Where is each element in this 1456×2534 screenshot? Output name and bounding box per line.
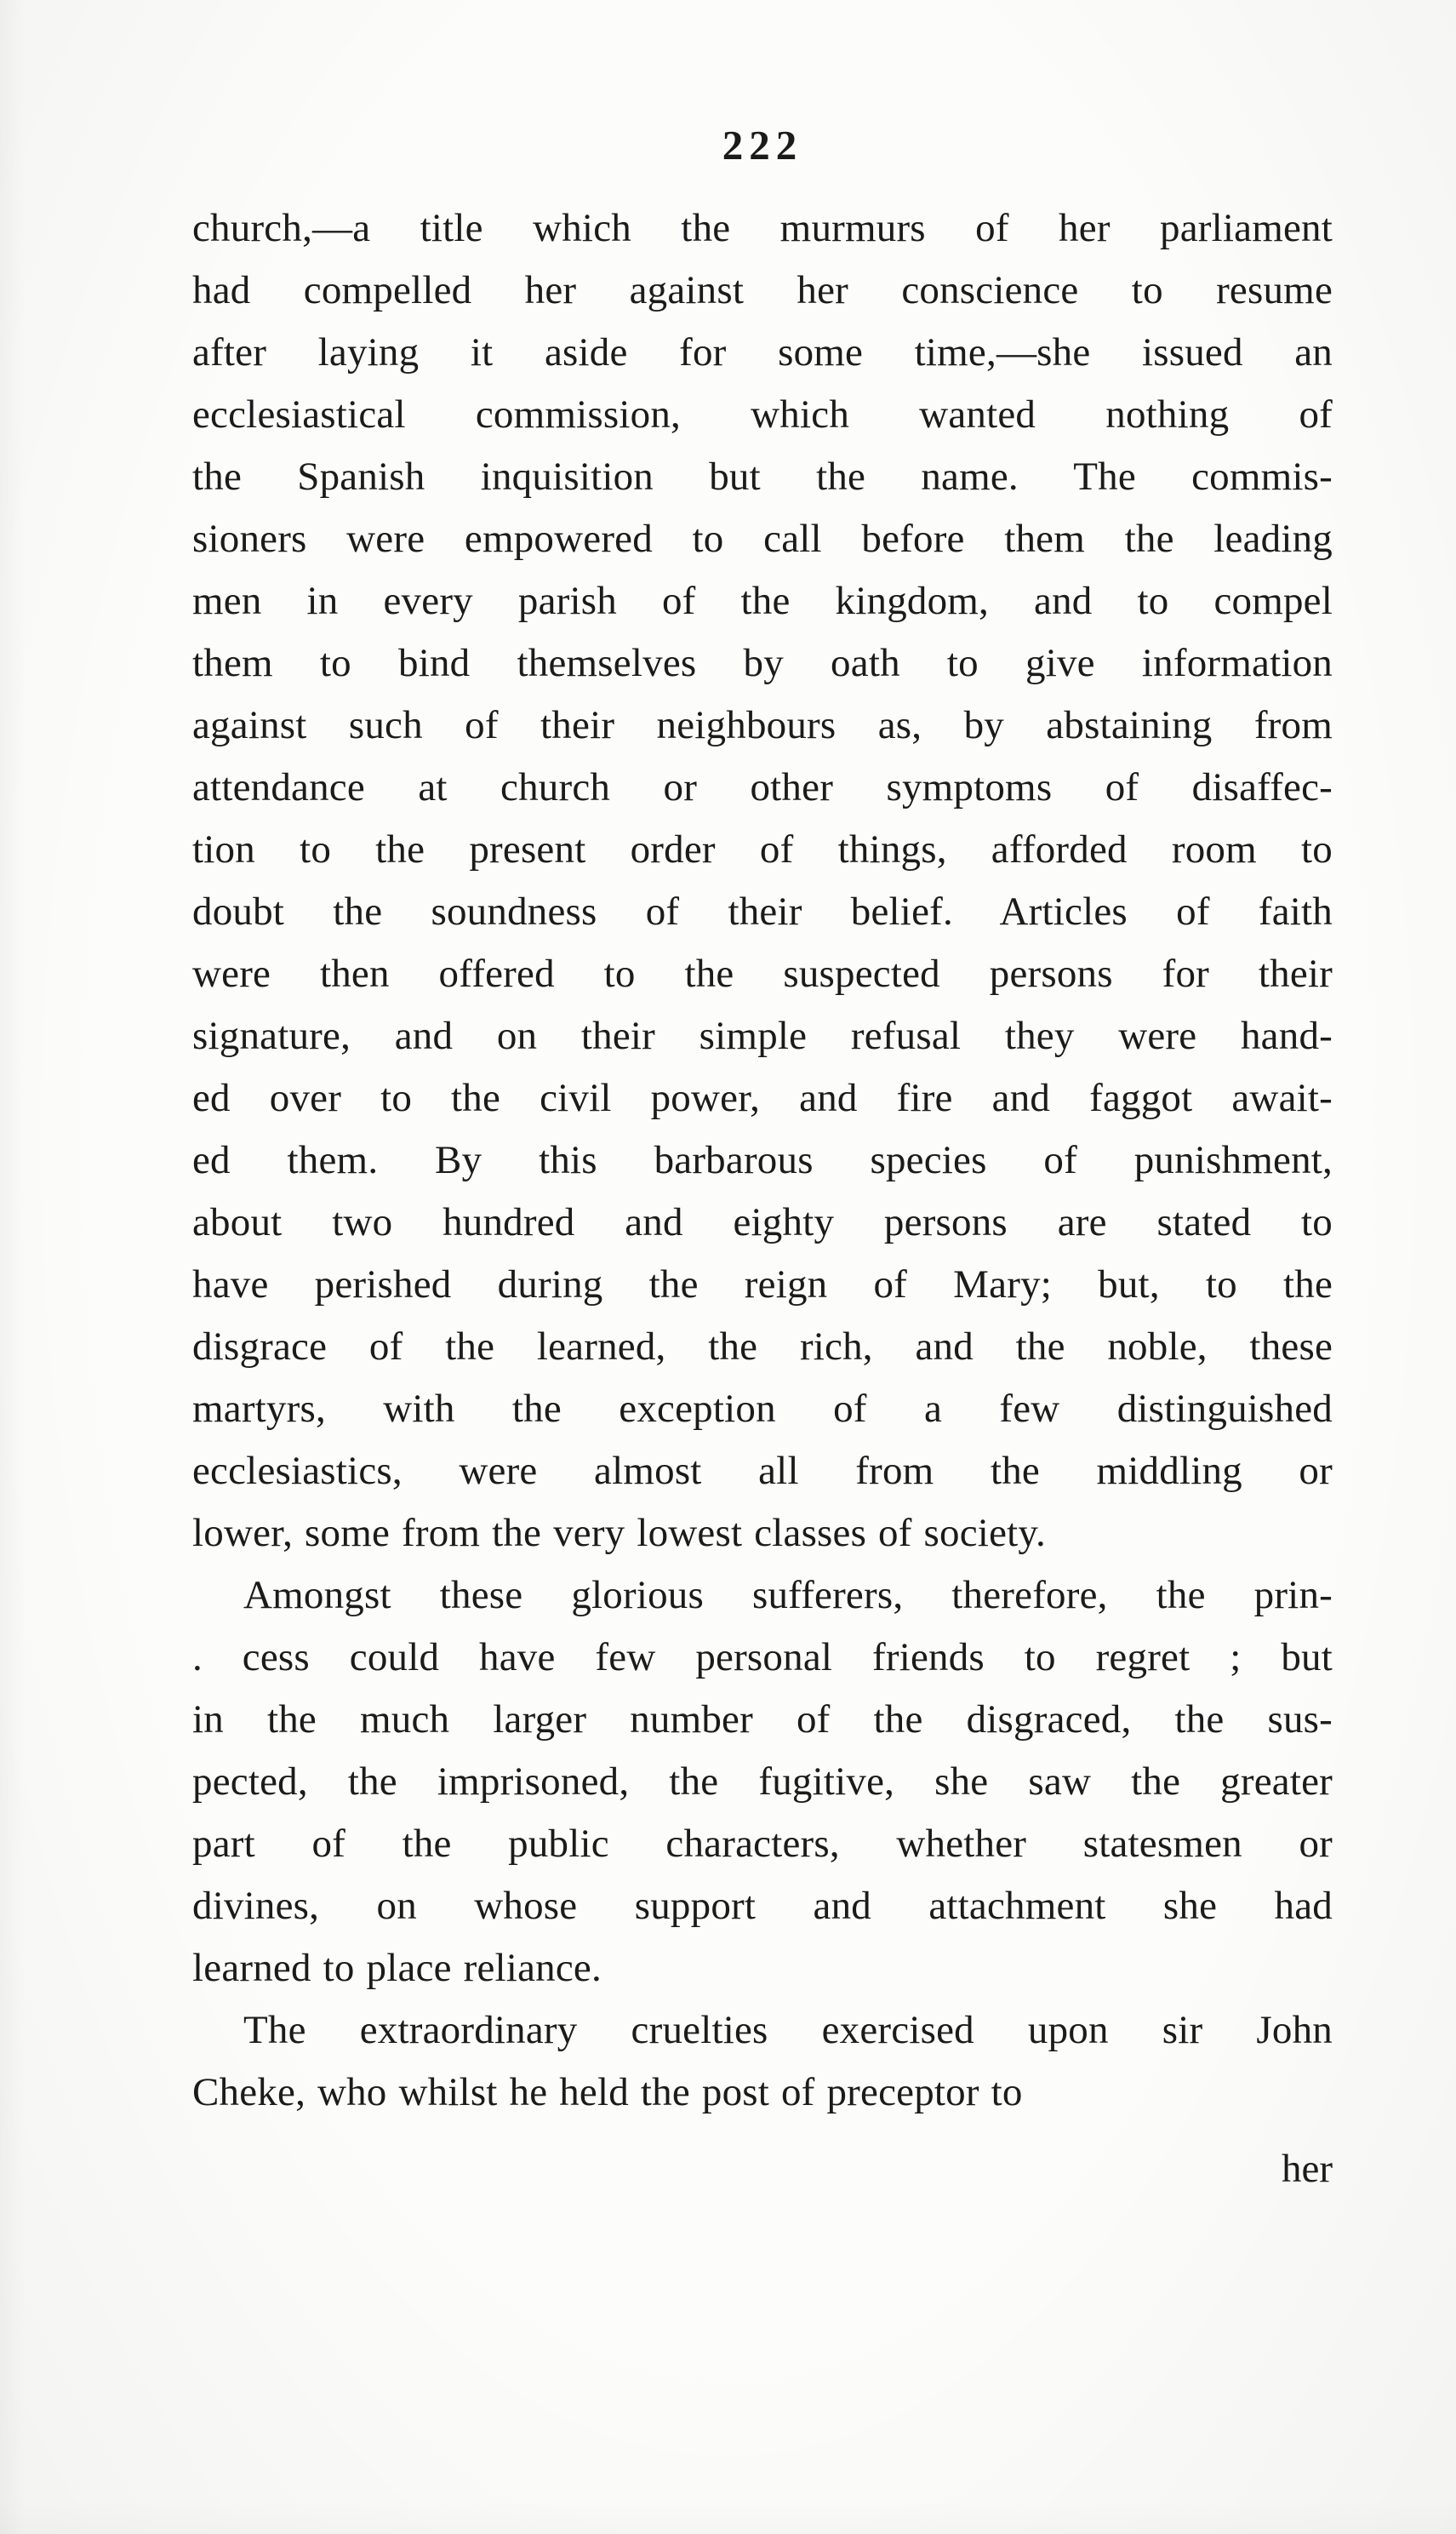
text-line: the Spanish inquisition but the name. The commis-	[192, 455, 1333, 499]
text-line: men in every parish of the kingdom, and to compel	[192, 579, 1333, 623]
text-line: them to bind themselves by oath to give information	[192, 641, 1333, 685]
text-line: tion to the present order of things, afforded room to	[192, 827, 1333, 872]
text-line: divines, on whose support and attachment she had	[192, 1884, 1333, 1928]
catchword: her	[1281, 2147, 1333, 2191]
text-line: in the much larger number of the disgraced, the sus-	[192, 1697, 1333, 1742]
text-line: lower, some from the very lowest classes of society.	[192, 1511, 1046, 1555]
text-line: signature, and on their simple refusal they were hand-	[192, 1014, 1333, 1058]
text-line: have perished during the reign of Mary; but, to the	[192, 1262, 1333, 1307]
text-line: ecclesiastical commission, which wanted nothing of	[192, 392, 1333, 437]
page-number: 222	[722, 122, 803, 169]
text-line: disgrace of the learned, the rich, and the noble, these	[192, 1324, 1333, 1369]
text-line: pected, the imprisoned, the fugitive, she saw the greater	[192, 1759, 1333, 1804]
text-line: sioners were empowered to call before them the leading	[192, 517, 1333, 561]
text-line: ed over to the civil power, and fire and faggot await-	[192, 1076, 1333, 1120]
text-line: after laying it aside for some time,—she issued an	[192, 330, 1333, 375]
text-line: were then offered to the suspected persons for their	[192, 952, 1333, 996]
text-line: Amongst these glorious sufferers, therefore, the prin-	[243, 1573, 1333, 1617]
text-line: doubt the soundness of their belief. Articles of faith	[192, 889, 1333, 934]
text-line: martyrs, with the exception of a few distinguished	[192, 1387, 1333, 1431]
text-line: Cheke, who whilst he held the post of preceptor to	[192, 2070, 1023, 2114]
text-line: ed them. By this barbarous species of punishment,	[192, 1138, 1333, 1182]
text-line: ecclesiastics, were almost all from the middling or	[192, 1449, 1333, 1493]
text-line: part of the public characters, whether statesmen or	[192, 1822, 1333, 1866]
text-block	[192, 197, 1333, 2124]
text-line: The extraordinary cruelties exercised upon sir John	[243, 2008, 1333, 2052]
text-line: had compelled her against her conscience to resume	[192, 268, 1333, 312]
text-line: about two hundred and eighty persons are stated to	[192, 1200, 1333, 1244]
text-line: learned to place reliance.	[192, 1946, 602, 1990]
text-line: against such of their neighbours as, by abstaining from	[192, 703, 1333, 747]
text-line: attendance at church or other symptoms of disaffec-	[192, 765, 1333, 809]
text-line: . cess could have few personal friends to regret ; but	[192, 1635, 1333, 1679]
text-line: church,—a title which the murmurs of her parliament	[192, 206, 1333, 250]
